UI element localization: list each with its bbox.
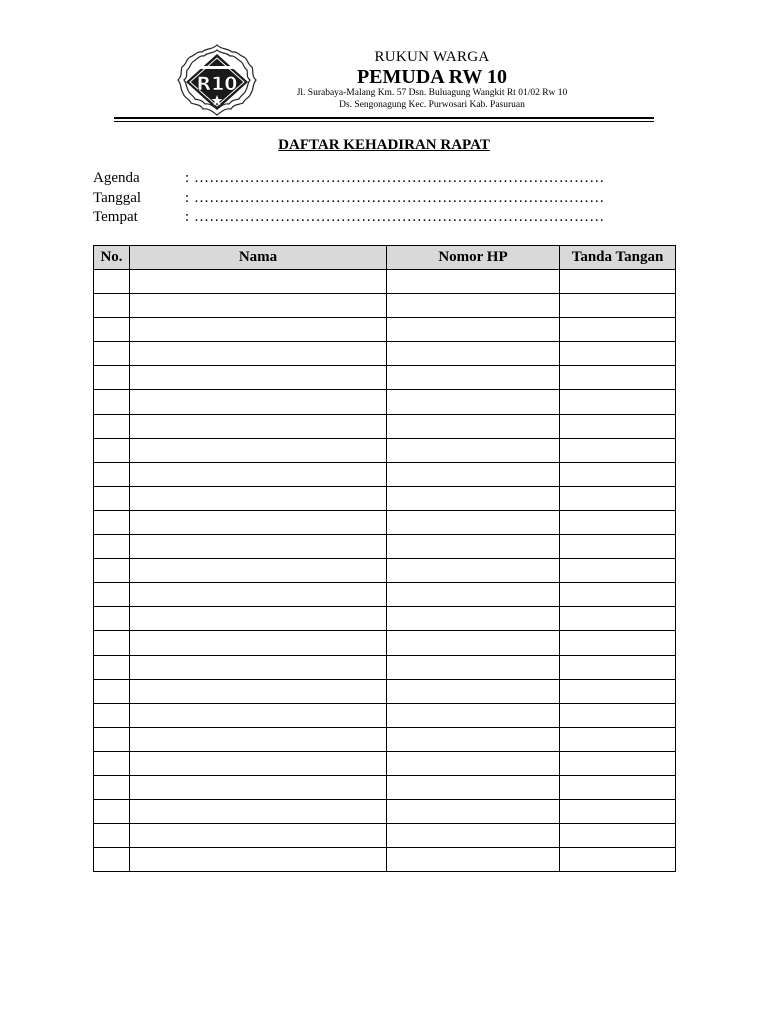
table-row: [94, 703, 676, 727]
cell-tanda-tangan[interactable]: [560, 655, 676, 679]
cell-nama[interactable]: [130, 800, 387, 824]
cell-nama[interactable]: [130, 366, 387, 390]
cell-nomor-hp[interactable]: [387, 848, 560, 872]
cell-tanda-tangan[interactable]: [560, 631, 676, 655]
cell-nama[interactable]: [130, 751, 387, 775]
table-row: [94, 800, 676, 824]
cell-tanda-tangan[interactable]: [560, 583, 676, 607]
cell-nama[interactable]: [130, 583, 387, 607]
cell-no[interactable]: [94, 342, 130, 366]
cell-tanda-tangan[interactable]: [560, 414, 676, 438]
address-line-1: Jl. Surabaya-Malang Km. 57 Dsn. Buluagung Wangkit Rt 01/02 Rw 10: [296, 88, 568, 98]
column-header-tanda-tangan: Tanda Tangan: [560, 246, 676, 270]
table-row: [94, 535, 676, 559]
field-colon: :: [185, 189, 190, 206]
cell-nama[interactable]: [130, 848, 387, 872]
cell-no[interactable]: [94, 318, 130, 342]
table-row: [94, 462, 676, 486]
cell-nomor-hp[interactable]: [387, 294, 560, 318]
cell-tanda-tangan[interactable]: [560, 342, 676, 366]
table-row: [94, 848, 676, 872]
cell-nomor-hp[interactable]: [387, 655, 560, 679]
cell-tanda-tangan[interactable]: [560, 270, 676, 294]
cell-no[interactable]: [94, 655, 130, 679]
cell-no[interactable]: [94, 438, 130, 462]
field-tanggal: [93, 190, 693, 210]
table-row: [94, 438, 676, 462]
cell-nama[interactable]: [130, 510, 387, 534]
cell-nomor-hp[interactable]: [387, 318, 560, 342]
cell-nomor-hp[interactable]: [387, 800, 560, 824]
attendance-table-body: [94, 270, 676, 872]
cell-nomor-hp[interactable]: [387, 727, 560, 751]
cell-tanda-tangan[interactable]: [560, 438, 676, 462]
cell-nama[interactable]: [130, 824, 387, 848]
cell-nomor-hp[interactable]: [387, 824, 560, 848]
cell-no[interactable]: [94, 486, 130, 510]
cell-no[interactable]: [94, 607, 130, 631]
svg-text:R10: R10: [196, 73, 238, 95]
cell-no[interactable]: [94, 510, 130, 534]
cell-tanda-tangan[interactable]: [560, 559, 676, 583]
table-row: [94, 631, 676, 655]
cell-no[interactable]: [94, 824, 130, 848]
table-row: [94, 486, 676, 510]
table-row: [94, 366, 676, 390]
cell-tanda-tangan[interactable]: [560, 510, 676, 534]
field-colon: :: [185, 209, 190, 225]
cell-no[interactable]: [94, 727, 130, 751]
field-label: Agenda: [93, 170, 140, 186]
cell-no[interactable]: [94, 751, 130, 775]
cell-nomor-hp[interactable]: [387, 679, 560, 703]
cell-nama[interactable]: [130, 631, 387, 655]
cell-tanda-tangan[interactable]: [560, 294, 676, 318]
cell-nama[interactable]: [130, 703, 387, 727]
cell-nama[interactable]: [130, 535, 387, 559]
table-row: [94, 342, 676, 366]
cell-nama[interactable]: [130, 390, 387, 414]
meeting-info-fields: [93, 170, 693, 229]
table-row: [94, 414, 676, 438]
document-title: DAFTAR KEHADIRAN RAPAT: [278, 137, 490, 153]
cell-tanda-tangan[interactable]: [560, 679, 676, 703]
table-row: [94, 751, 676, 775]
field-fill-line[interactable]: ………………………………………………………………………: [194, 189, 605, 206]
cell-tanda-tangan[interactable]: [560, 390, 676, 414]
cell-no[interactable]: [94, 462, 130, 486]
field-agenda: [93, 170, 693, 190]
cell-nama[interactable]: [130, 318, 387, 342]
table-row: [94, 583, 676, 607]
cell-no[interactable]: [94, 703, 130, 727]
cell-no[interactable]: [94, 294, 130, 318]
cell-nama[interactable]: [130, 414, 387, 438]
cell-no[interactable]: [94, 535, 130, 559]
cell-nomor-hp[interactable]: [387, 775, 560, 799]
cell-no[interactable]: [94, 366, 130, 390]
cell-tanda-tangan[interactable]: [560, 607, 676, 631]
table-row: [94, 607, 676, 631]
cell-nama[interactable]: [130, 438, 387, 462]
cell-tanda-tangan[interactable]: [560, 462, 676, 486]
letterhead-divider-thick: [114, 117, 654, 119]
pemuda-rw10-logo: [174, 42, 260, 118]
cell-tanda-tangan[interactable]: [560, 703, 676, 727]
field-label: Tempat: [93, 209, 138, 225]
cell-no[interactable]: [94, 631, 130, 655]
cell-nomor-hp[interactable]: [387, 486, 560, 510]
cell-no[interactable]: [94, 583, 130, 607]
cell-no[interactable]: [94, 848, 130, 872]
table-row: [94, 727, 676, 751]
cell-nama[interactable]: [130, 342, 387, 366]
cell-tanda-tangan[interactable]: [560, 848, 676, 872]
cell-nomor-hp[interactable]: [387, 607, 560, 631]
cell-nomor-hp[interactable]: [387, 366, 560, 390]
table-row: [94, 318, 676, 342]
cell-nama[interactable]: [130, 679, 387, 703]
cell-nomor-hp[interactable]: [387, 270, 560, 294]
cell-tanda-tangan[interactable]: [560, 800, 676, 824]
table-header-row: [94, 246, 676, 270]
org-type: RUKUN WARGA: [374, 49, 490, 65]
table-row: [94, 679, 676, 703]
cell-no[interactable]: [94, 414, 130, 438]
cell-nama[interactable]: [130, 559, 387, 583]
cell-nomor-hp[interactable]: [387, 414, 560, 438]
table-row: [94, 510, 676, 534]
cell-nomor-hp[interactable]: [387, 559, 560, 583]
cell-no[interactable]: [94, 775, 130, 799]
cell-nama[interactable]: [130, 607, 387, 631]
cell-nomor-hp[interactable]: [387, 631, 560, 655]
field-fill-line[interactable]: ………………………………………………………………………: [194, 209, 605, 225]
table-row: [94, 655, 676, 679]
address-line-2: Ds. Sengonagung Kec. Purwosari Kab. Pasuruan: [339, 100, 525, 110]
cell-nama[interactable]: [130, 294, 387, 318]
cell-nama[interactable]: [130, 486, 387, 510]
column-header-no: No.: [94, 246, 130, 270]
field-tempat: [93, 209, 693, 229]
table-row: [94, 390, 676, 414]
cell-nomor-hp[interactable]: [387, 342, 560, 366]
cell-tanda-tangan[interactable]: [560, 535, 676, 559]
letterhead-divider-thin: [114, 121, 654, 122]
cell-nama[interactable]: [130, 270, 387, 294]
cell-tanda-tangan[interactable]: [560, 751, 676, 775]
column-header-nama: Nama: [130, 246, 387, 270]
table-row: [94, 270, 676, 294]
cell-tanda-tangan[interactable]: [560, 318, 676, 342]
field-label: Tanggal: [93, 189, 142, 206]
cell-nama[interactable]: [130, 462, 387, 486]
table-row: [94, 559, 676, 583]
cell-nama[interactable]: [130, 655, 387, 679]
org-name: PEMUDA RW 10: [356, 66, 508, 88]
cell-nomor-hp[interactable]: [387, 703, 560, 727]
table-row: [94, 294, 676, 318]
cell-nama[interactable]: [130, 727, 387, 751]
field-colon: :: [185, 170, 190, 186]
cell-nama[interactable]: [130, 775, 387, 799]
cell-nomor-hp[interactable]: [387, 751, 560, 775]
attendance-table: [93, 245, 676, 872]
cell-nomor-hp[interactable]: [387, 535, 560, 559]
table-row: [94, 775, 676, 799]
field-fill-line[interactable]: ………………………………………………………………………: [194, 170, 605, 186]
cell-no[interactable]: [94, 390, 130, 414]
cell-nomor-hp[interactable]: [387, 583, 560, 607]
cell-nomor-hp[interactable]: [387, 510, 560, 534]
cell-nomor-hp[interactable]: [387, 462, 560, 486]
cell-tanda-tangan[interactable]: [560, 486, 676, 510]
cell-nomor-hp[interactable]: [387, 390, 560, 414]
cell-no[interactable]: [94, 270, 130, 294]
cell-nomor-hp[interactable]: [387, 438, 560, 462]
cell-tanda-tangan[interactable]: [560, 727, 676, 751]
cell-no[interactable]: [94, 679, 130, 703]
cell-tanda-tangan[interactable]: [560, 775, 676, 799]
cell-no[interactable]: [94, 800, 130, 824]
cell-tanda-tangan[interactable]: [560, 366, 676, 390]
table-row: [94, 824, 676, 848]
cell-no[interactable]: [94, 559, 130, 583]
cell-tanda-tangan[interactable]: [560, 824, 676, 848]
column-header-nomor-hp: Nomor HP: [387, 246, 560, 270]
